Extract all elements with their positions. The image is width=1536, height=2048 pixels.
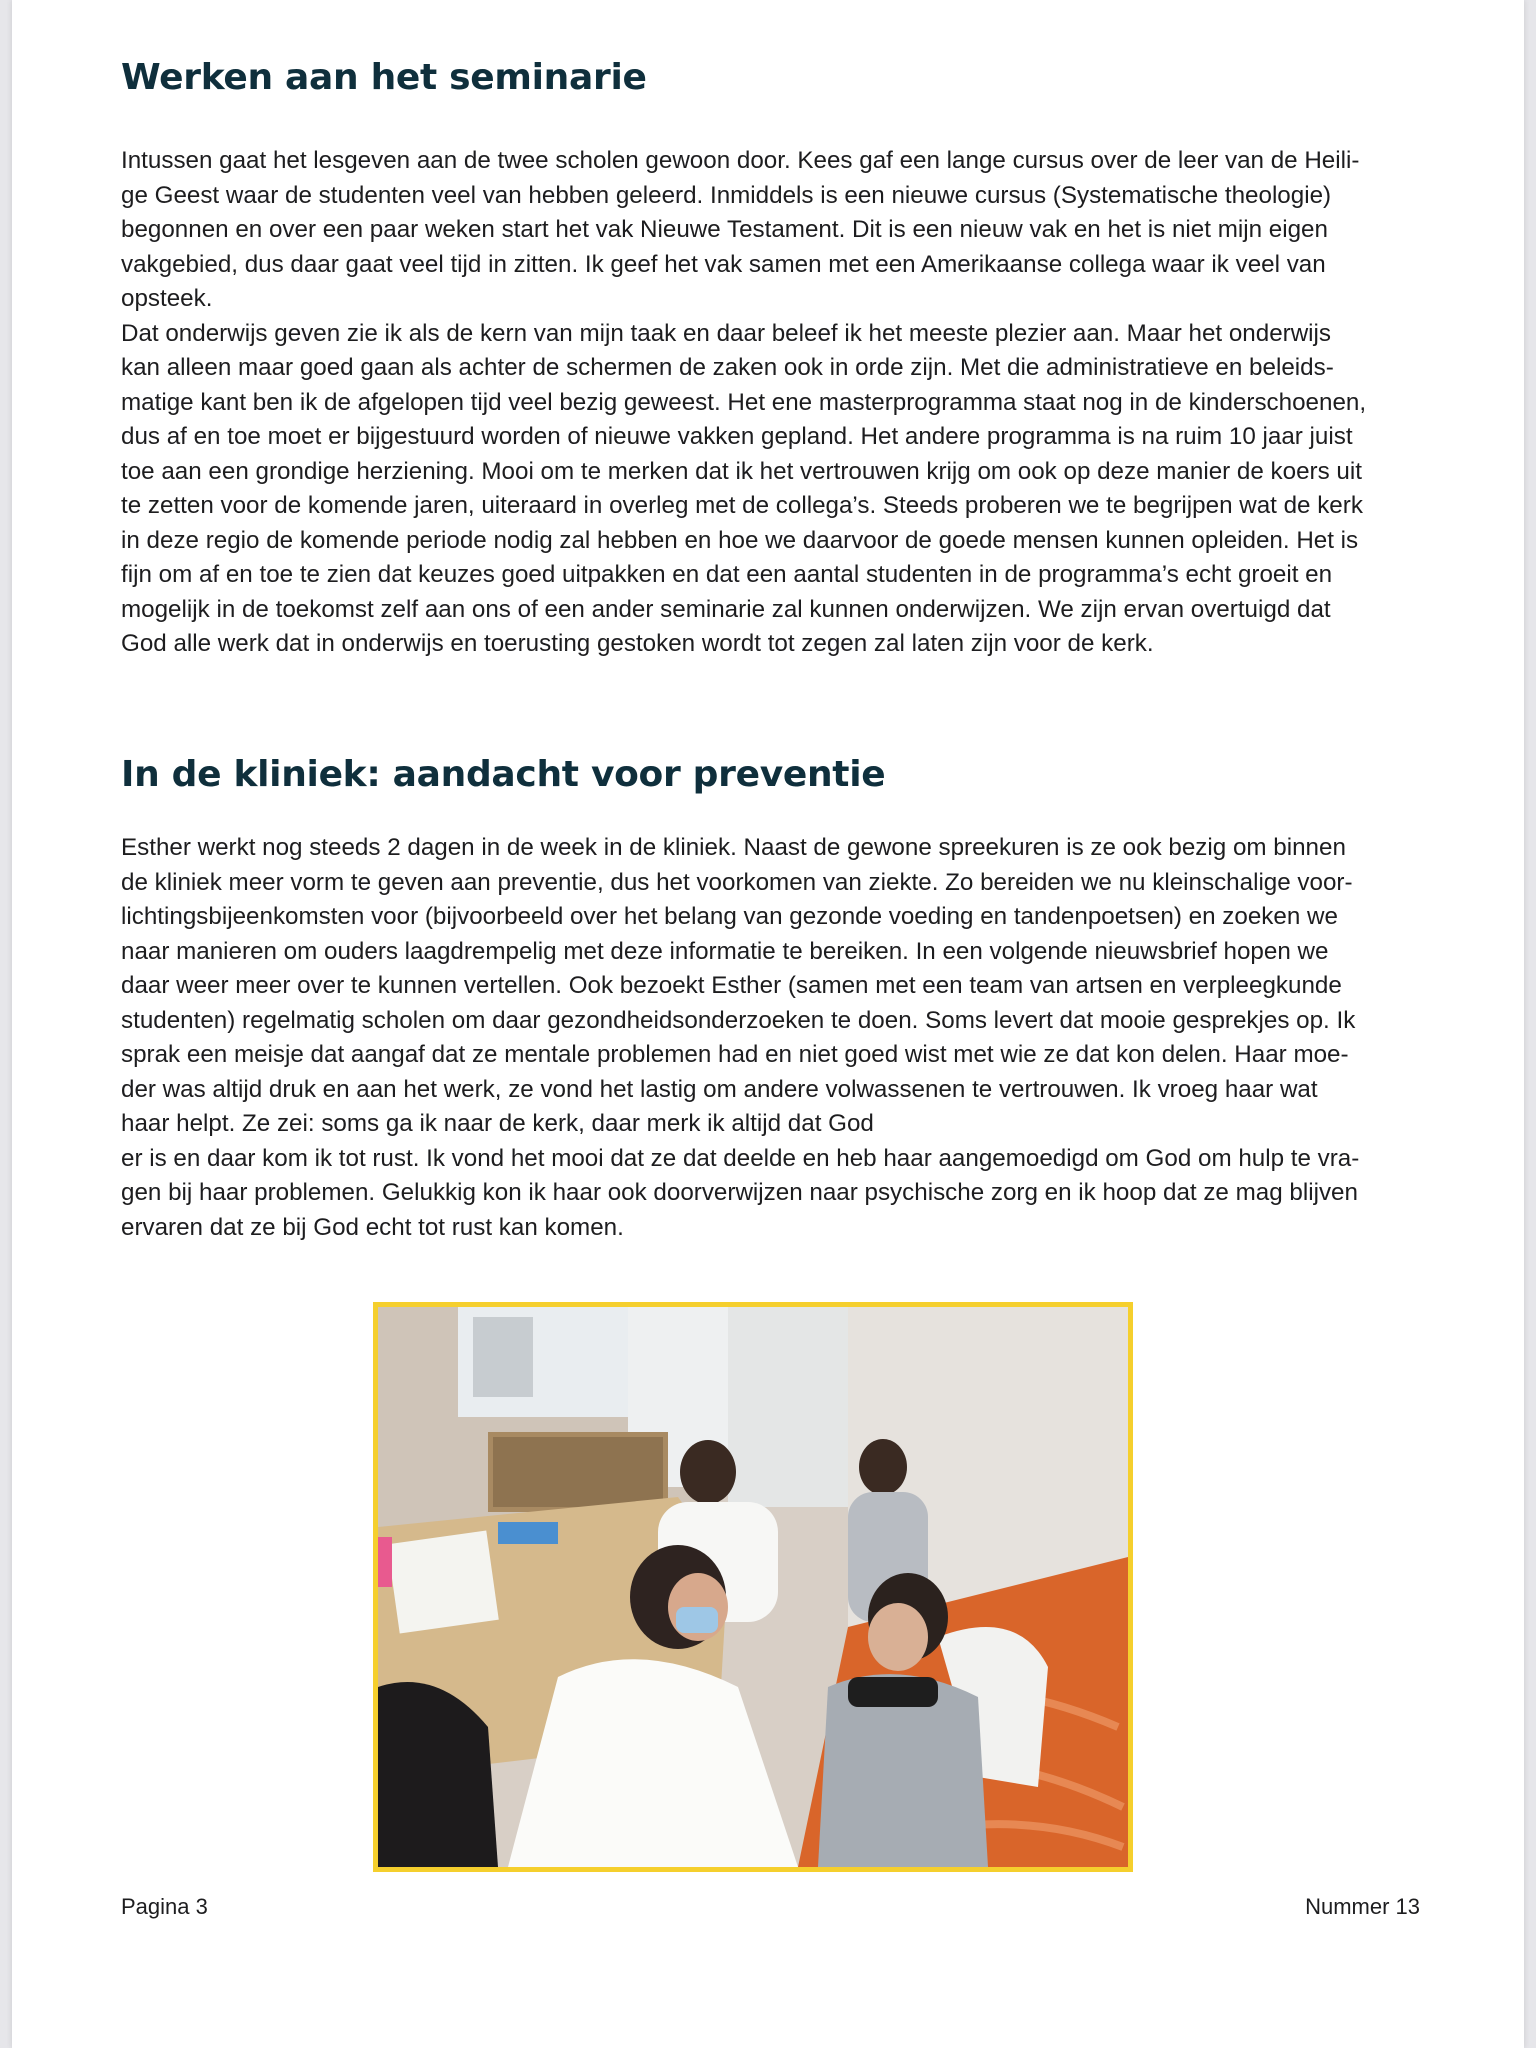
issue-number: Nummer 13 [1305, 1894, 1420, 1919]
body-line: studenten) regelmatig scholen om daar gezondheidsonderzoeken te doen. Soms levert dat mooie gesprekjes op. Ik [121, 1006, 1356, 1034]
section-title-seminarie: Werken aan het seminarie [121, 57, 647, 98]
body-line: Dat onderwijs geven zie ik als de kern van mijn taak en daar beleef ik het meeste plezier aan. Maar het onderwijs [121, 319, 1332, 347]
body-line: gen bij haar problemen. Gelukkig kon ik haar ook doorverwijzen naar psychische zorg en ik hoop dat ze mag blijven [121, 1179, 1358, 1206]
body-line: lichtingsbijeenkomsten voor (bijvoorbeeld over het belang van gezonde voeding en tandenpoetsen) en zoeken we [121, 903, 1338, 930]
body-line: God alle werk dat in onderwijs en toerusting gestoken wordt tot zegen zal laten zijn voor de kerk. [121, 630, 1154, 657]
window-right [728, 1307, 848, 1507]
body-line: begonnen en over een paar weken start het vak Nieuwe Testament. Dit is een nieuw vak en het is niet mijn eigen [121, 216, 1328, 243]
body-line: daar weer meer over te kunnen vertellen. Ook bezoekt Esther (samen met een team van artsen en verpleegkunde [121, 972, 1342, 999]
papers [387, 1530, 499, 1633]
clinic-photo [373, 1302, 1133, 1872]
body-line: te zetten voor de komende jaren, uiteraard in overleg met de collega’s. Steeds proberen we te begrijpen wat de kerk [121, 492, 1363, 519]
body-line: kan alleen maar goed gaan als achter de schermen de zaken ook in orde zijn. Met die administratieve en beleids- [121, 354, 1334, 381]
body-line: mogelijk in de toekomst zelf aan ons of een ander seminarie zal kunnen onderwijzen. We zijn ervan overtuigd dat [121, 595, 1331, 623]
girl-head [859, 1439, 907, 1495]
body-line: toe aan een grondige herziening. Mooi om te merken dat ik het vertrouwen krijg om ook op deze manier de koers uit [121, 457, 1362, 485]
boy-scarf [848, 1677, 938, 1707]
body-line: Esther werkt nog steeds 2 dagen in de week in de kliniek. Naast de gewone spreekuren is ze ook bezig om binnen [121, 834, 1346, 861]
section-body-seminarie [121, 144, 1441, 662]
clinic-photo-illustration [378, 1307, 1128, 1867]
body-line: naar manieren om ouders laagdrempelig met deze informatie te bereiken. In een volgende nieuwsbrief hopen we [121, 937, 1329, 965]
window-building [473, 1317, 533, 1397]
newsletter-page [12, 0, 1524, 2048]
body-line: ervaren dat ze bij God echt tot rust kan komen. [121, 1213, 624, 1241]
doctor-back-hair [680, 1440, 736, 1504]
body-line: ge Geest waar de studenten veel van hebben geleerd. Inmiddels is een nieuwe cursus (Systematische theologie) [121, 181, 1332, 209]
section-body-kliniek [121, 831, 1441, 1245]
body-line: haar helpt. Ze zei: soms ga ik naar de kerk, daar merk ik altijd dat God [121, 1110, 874, 1137]
body-line: fijn om af en toe te zien dat keuzes goed uitpakken en dat een aantal studenten in de programma’s echt groeit en [121, 561, 1333, 588]
body-line: vakgebied, dus daar gaat veel tijd in zitten. Ik geef het vak samen met een Amerikaanse collega waar ik veel van [121, 250, 1326, 278]
body-line: er is en daar kom ik tot rust. Ik vond het mooi dat ze dat deelde en heb haar aangemoedigd om God om hulp te vra- [121, 1144, 1360, 1172]
body-line: der was altijd druk en aan het werk, ze vond het lastig om andere volwassenen te vertrouwen. Ik vroeg haar wat [121, 1075, 1318, 1103]
body-line: Intussen gaat het lesgeven aan de twee scholen gewoon door. Kees gaf een lange cursus over de leer van de Heili- [121, 147, 1360, 174]
shelf-inner [493, 1437, 663, 1507]
body-line: in deze regio de komende periode nodig zal hebben en hoe we daarvoor de goede mensen kunnen opleiden. Het is [121, 526, 1359, 554]
body-line: sprak een meisje dat aangaf dat ze mentale problemen had en niet goed wist met wie ze dat kon delen. Haar moe- [121, 1041, 1349, 1068]
body-line: opsteek. [121, 285, 213, 312]
pink-bottle [378, 1537, 392, 1587]
body-line: de kliniek meer vorm te geven aan preventie, dus het voorkomen van ziekte. Zo bereiden we nu kleinschalige voor- [121, 868, 1353, 896]
section-title-kliniek: In de kliniek: aandacht voor preventie [121, 754, 886, 795]
face-mask [676, 1607, 718, 1633]
body-line: matige kant ben ik de afgelopen tijd veel bezig geweest. Het ene masterprogramma staat nog in de kinderschoenen, [121, 388, 1367, 416]
body-line: dus af en toe moet er bijgestuurd worden of nieuwe vakken gepland. Het andere programma is na ruim 10 jaar juist [121, 423, 1353, 450]
boy-face [868, 1603, 928, 1671]
page-number: Pagina 3 [121, 1894, 208, 1919]
blue-tray [498, 1522, 558, 1544]
